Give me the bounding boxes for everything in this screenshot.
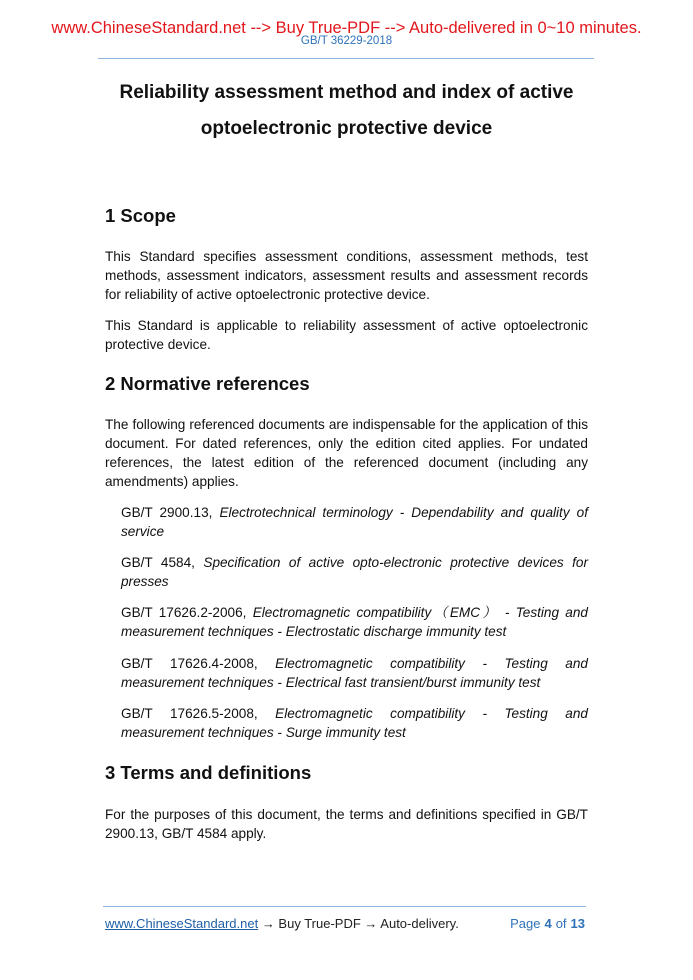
reference-item: GB/T 17626.5-2008, Electromagnetic compatibility - Testing and measurement techniques - Surge immunity test (121, 706, 588, 740)
section-heading-scope: 1 Scope (105, 205, 176, 226)
terms-paragraph: For the purposes of this document, the terms and definitions specified in GB/T 2900.13, GB/T 4584 apply. (105, 807, 588, 841)
document-title-line2: optoelectronic protective device (200, 118, 493, 139)
reference-item: GB/T 4584, Specification of active opto-electronic protective devices for presses (121, 555, 588, 589)
scope-paragraph-1: This Standard specifies assessment conditions, assessment methods, test methods, assessment indicators, assessment results and assessment records for reliability of active optoelectronic protective device. (105, 249, 588, 302)
section-heading-normative-references: 2 Normative references (105, 373, 310, 394)
footer-divider (103, 906, 586, 907)
footer-site-link[interactable]: www.ChineseStandard.net (105, 916, 259, 931)
references-intro: The following referenced documents are indispensable for the application of this document. For dated references, only the edition cited applies. For undated references, the latest edition of the referenced document (including any amendments) applies. (105, 417, 588, 489)
document-title-line1: Reliability assessment method and index of active (119, 82, 574, 103)
page-indicator: Page 4 of 13 (510, 916, 585, 931)
reference-item: GB/T 17626.4-2008, Electromagnetic compatibility - Testing and measurement techniques - Electrical fast transient/burst immunity test (121, 656, 588, 690)
footer-text: → Buy True-PDF → Auto-delivery. (258, 916, 459, 931)
header-divider (98, 58, 594, 59)
footer (105, 916, 585, 931)
promo-banner: www.ChineseStandard.net --> Buy True-PDF --> Auto-delivered in 0~10 minutes. (51, 19, 642, 37)
standard-number: GB/T 36229-2018 (300, 35, 393, 47)
scope-paragraph-2: This Standard is applicable to reliability assessment of active optoelectronic protective device. (105, 318, 588, 352)
section-heading-terms: 3 Terms and definitions (105, 762, 312, 783)
reference-item: GB/T 2900.13, Electrotechnical terminology - Dependability and quality of service (121, 505, 588, 539)
reference-item: GB/T 17626.2-2006, Electromagnetic compatibility（EMC） - Testing and measurement techniques - Electrostatic discharge immunity test (121, 605, 588, 639)
